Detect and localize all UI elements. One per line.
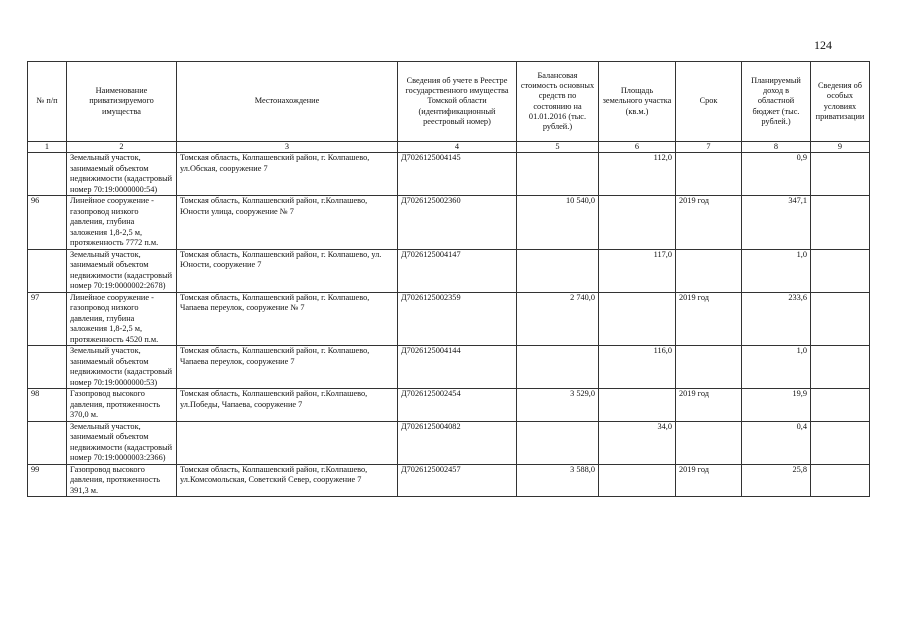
cell-no: 99: [28, 464, 67, 497]
cell-term: 2019 год: [676, 389, 742, 422]
cell-conditions: [811, 196, 870, 250]
cell-no: [28, 346, 67, 389]
cell-area: [599, 292, 676, 346]
table-row: [28, 346, 870, 389]
cell-area: 117,0: [599, 249, 676, 292]
header-cell-area: Площадь земельного участка (кв.м.): [599, 62, 676, 142]
cell-conditions: [811, 292, 870, 346]
column-number: 3: [177, 142, 398, 153]
cell-no: 98: [28, 389, 67, 422]
cell-book-value: 2 740,0: [517, 292, 599, 346]
cell-term: [676, 249, 742, 292]
cell-book-value: [517, 153, 599, 196]
cell-location: Томская область, Колпашевский район, г. Колпашево, ул. Юности, сооружение 7: [177, 249, 398, 292]
column-numbers-row: [28, 142, 870, 153]
cell-registry-number: Д7026125004147: [398, 249, 517, 292]
cell-book-value: 3 588,0: [517, 464, 599, 497]
header-cell-book-value: Балансовая стоимость основных средств по состоянию на 01.01.2016 (тыс. рублей.): [517, 62, 599, 142]
cell-location: Томская область, Колпашевский район, г.Колпашево, Юности улица, сооружение № 7: [177, 196, 398, 250]
cell-area: 112,0: [599, 153, 676, 196]
cell-area: [599, 389, 676, 422]
cell-registry-number: Д7026125004144: [398, 346, 517, 389]
cell-registry-number: Д7026125002454: [398, 389, 517, 422]
cell-conditions: [811, 421, 870, 464]
header-cell-no: № п/п: [28, 62, 67, 142]
cell-name: Линейное сооружение - газопровод низкого давления, глубина заложения 1,8-2,5 м, протяженность 4520 п.м.: [67, 292, 177, 346]
column-number: 9: [811, 142, 870, 153]
table-row: [28, 249, 870, 292]
table-row: [28, 389, 870, 422]
cell-area: [599, 196, 676, 250]
cell-no: [28, 249, 67, 292]
cell-location: Томская область, Колпашевский район, г.Колпашево, ул.Победы, Чапаева, сооружение 7: [177, 389, 398, 422]
cell-income: 19,9: [742, 389, 811, 422]
table-row: [28, 196, 870, 250]
table-row: [28, 153, 870, 196]
column-number: 5: [517, 142, 599, 153]
column-number: 7: [676, 142, 742, 153]
cell-name: Газопровод высокого давления, протяженность 391,3 м.: [67, 464, 177, 497]
column-number: 6: [599, 142, 676, 153]
cell-income: 0,4: [742, 421, 811, 464]
cell-income: 0,9: [742, 153, 811, 196]
cell-book-value: 10 540,0: [517, 196, 599, 250]
cell-name: Земельный участок, занимаемый объектом недвижимости (кадастровый номер 70:19:0000002:2678): [67, 249, 177, 292]
cell-term: 2019 год: [676, 292, 742, 346]
cell-location: [177, 421, 398, 464]
cell-no: [28, 153, 67, 196]
cell-area: 116,0: [599, 346, 676, 389]
cell-registry-number: Д7026125002457: [398, 464, 517, 497]
cell-income: 25,8: [742, 464, 811, 497]
cell-term: [676, 153, 742, 196]
column-number: 4: [398, 142, 517, 153]
header-row: [28, 62, 870, 142]
cell-registry-number: Д7026125004145: [398, 153, 517, 196]
cell-conditions: [811, 153, 870, 196]
header-cell-income: Планируемый доход в областной бюджет (тыс. рублей.): [742, 62, 811, 142]
cell-name: Линейное сооружение - газопровод низкого давления, глубина заложения 1,8-2,5 м, протяженность 7772 п.м.: [67, 196, 177, 250]
header-cell-name: Наименование приватизируемого имущества: [67, 62, 177, 142]
cell-book-value: [517, 421, 599, 464]
cell-registry-number: Д7026125002360: [398, 196, 517, 250]
column-number: 8: [742, 142, 811, 153]
header-cell-term: Срок: [676, 62, 742, 142]
cell-location: Томская область, Колпашевский район, г. Колпашево, Чапаева переулок, сооружение 7: [177, 346, 398, 389]
cell-name: Земельный участок, занимаемый объектом недвижимости (кадастровый номер 70:19:0000003:2366): [67, 421, 177, 464]
cell-income: 1,0: [742, 346, 811, 389]
cell-area: 34,0: [599, 421, 676, 464]
cell-no: [28, 421, 67, 464]
cell-term: [676, 421, 742, 464]
cell-book-value: [517, 346, 599, 389]
cell-term: 2019 год: [676, 196, 742, 250]
header-cell-location: Местонахождение: [177, 62, 398, 142]
privatization-table: [27, 61, 870, 497]
cell-location: Томская область, Колпашевский район, г. Колпашево, Чапаева переулок, сооружение № 7: [177, 292, 398, 346]
cell-term: [676, 346, 742, 389]
cell-registry-number: Д7026125002359: [398, 292, 517, 346]
cell-no: 97: [28, 292, 67, 346]
cell-book-value: 3 529,0: [517, 389, 599, 422]
table-row: [28, 464, 870, 497]
cell-no: 96: [28, 196, 67, 250]
cell-name: Земельный участок, занимаемый объектом недвижимости (кадастровый номер 70:19:0000000:53): [67, 346, 177, 389]
column-number: 2: [67, 142, 177, 153]
cell-book-value: [517, 249, 599, 292]
header-cell-registry: Сведения об учете в Реестре государственного имущества Томской области (идентификационный реестровый номер): [398, 62, 517, 142]
cell-conditions: [811, 389, 870, 422]
cell-area: [599, 464, 676, 497]
cell-name: Земельный участок, занимаемый объектом недвижимости (кадастровый номер 70:19:0000000:54): [67, 153, 177, 196]
cell-name: Газопровод высокого давления, протяженность 370,0 м.: [67, 389, 177, 422]
cell-income: 233,6: [742, 292, 811, 346]
table-row: [28, 421, 870, 464]
column-number: 1: [28, 142, 67, 153]
cell-location: Томская область, Колпашевский район, г.Колпашево, ул.Комсомольская, Советский Север, сооружение 7: [177, 464, 398, 497]
page-number: 124: [814, 38, 832, 52]
cell-conditions: [811, 464, 870, 497]
header-cell-conditions: Сведения об особых условиях приватизации: [811, 62, 870, 142]
cell-term: 2019 год: [676, 464, 742, 497]
cell-income: 1,0: [742, 249, 811, 292]
table-row: [28, 292, 870, 346]
cell-income: 347,1: [742, 196, 811, 250]
cell-location: Томская область, Колпашевский район, г. Колпашево, ул.Обская, сооружение 7: [177, 153, 398, 196]
cell-registry-number: Д7026125004082: [398, 421, 517, 464]
cell-conditions: [811, 249, 870, 292]
cell-conditions: [811, 346, 870, 389]
